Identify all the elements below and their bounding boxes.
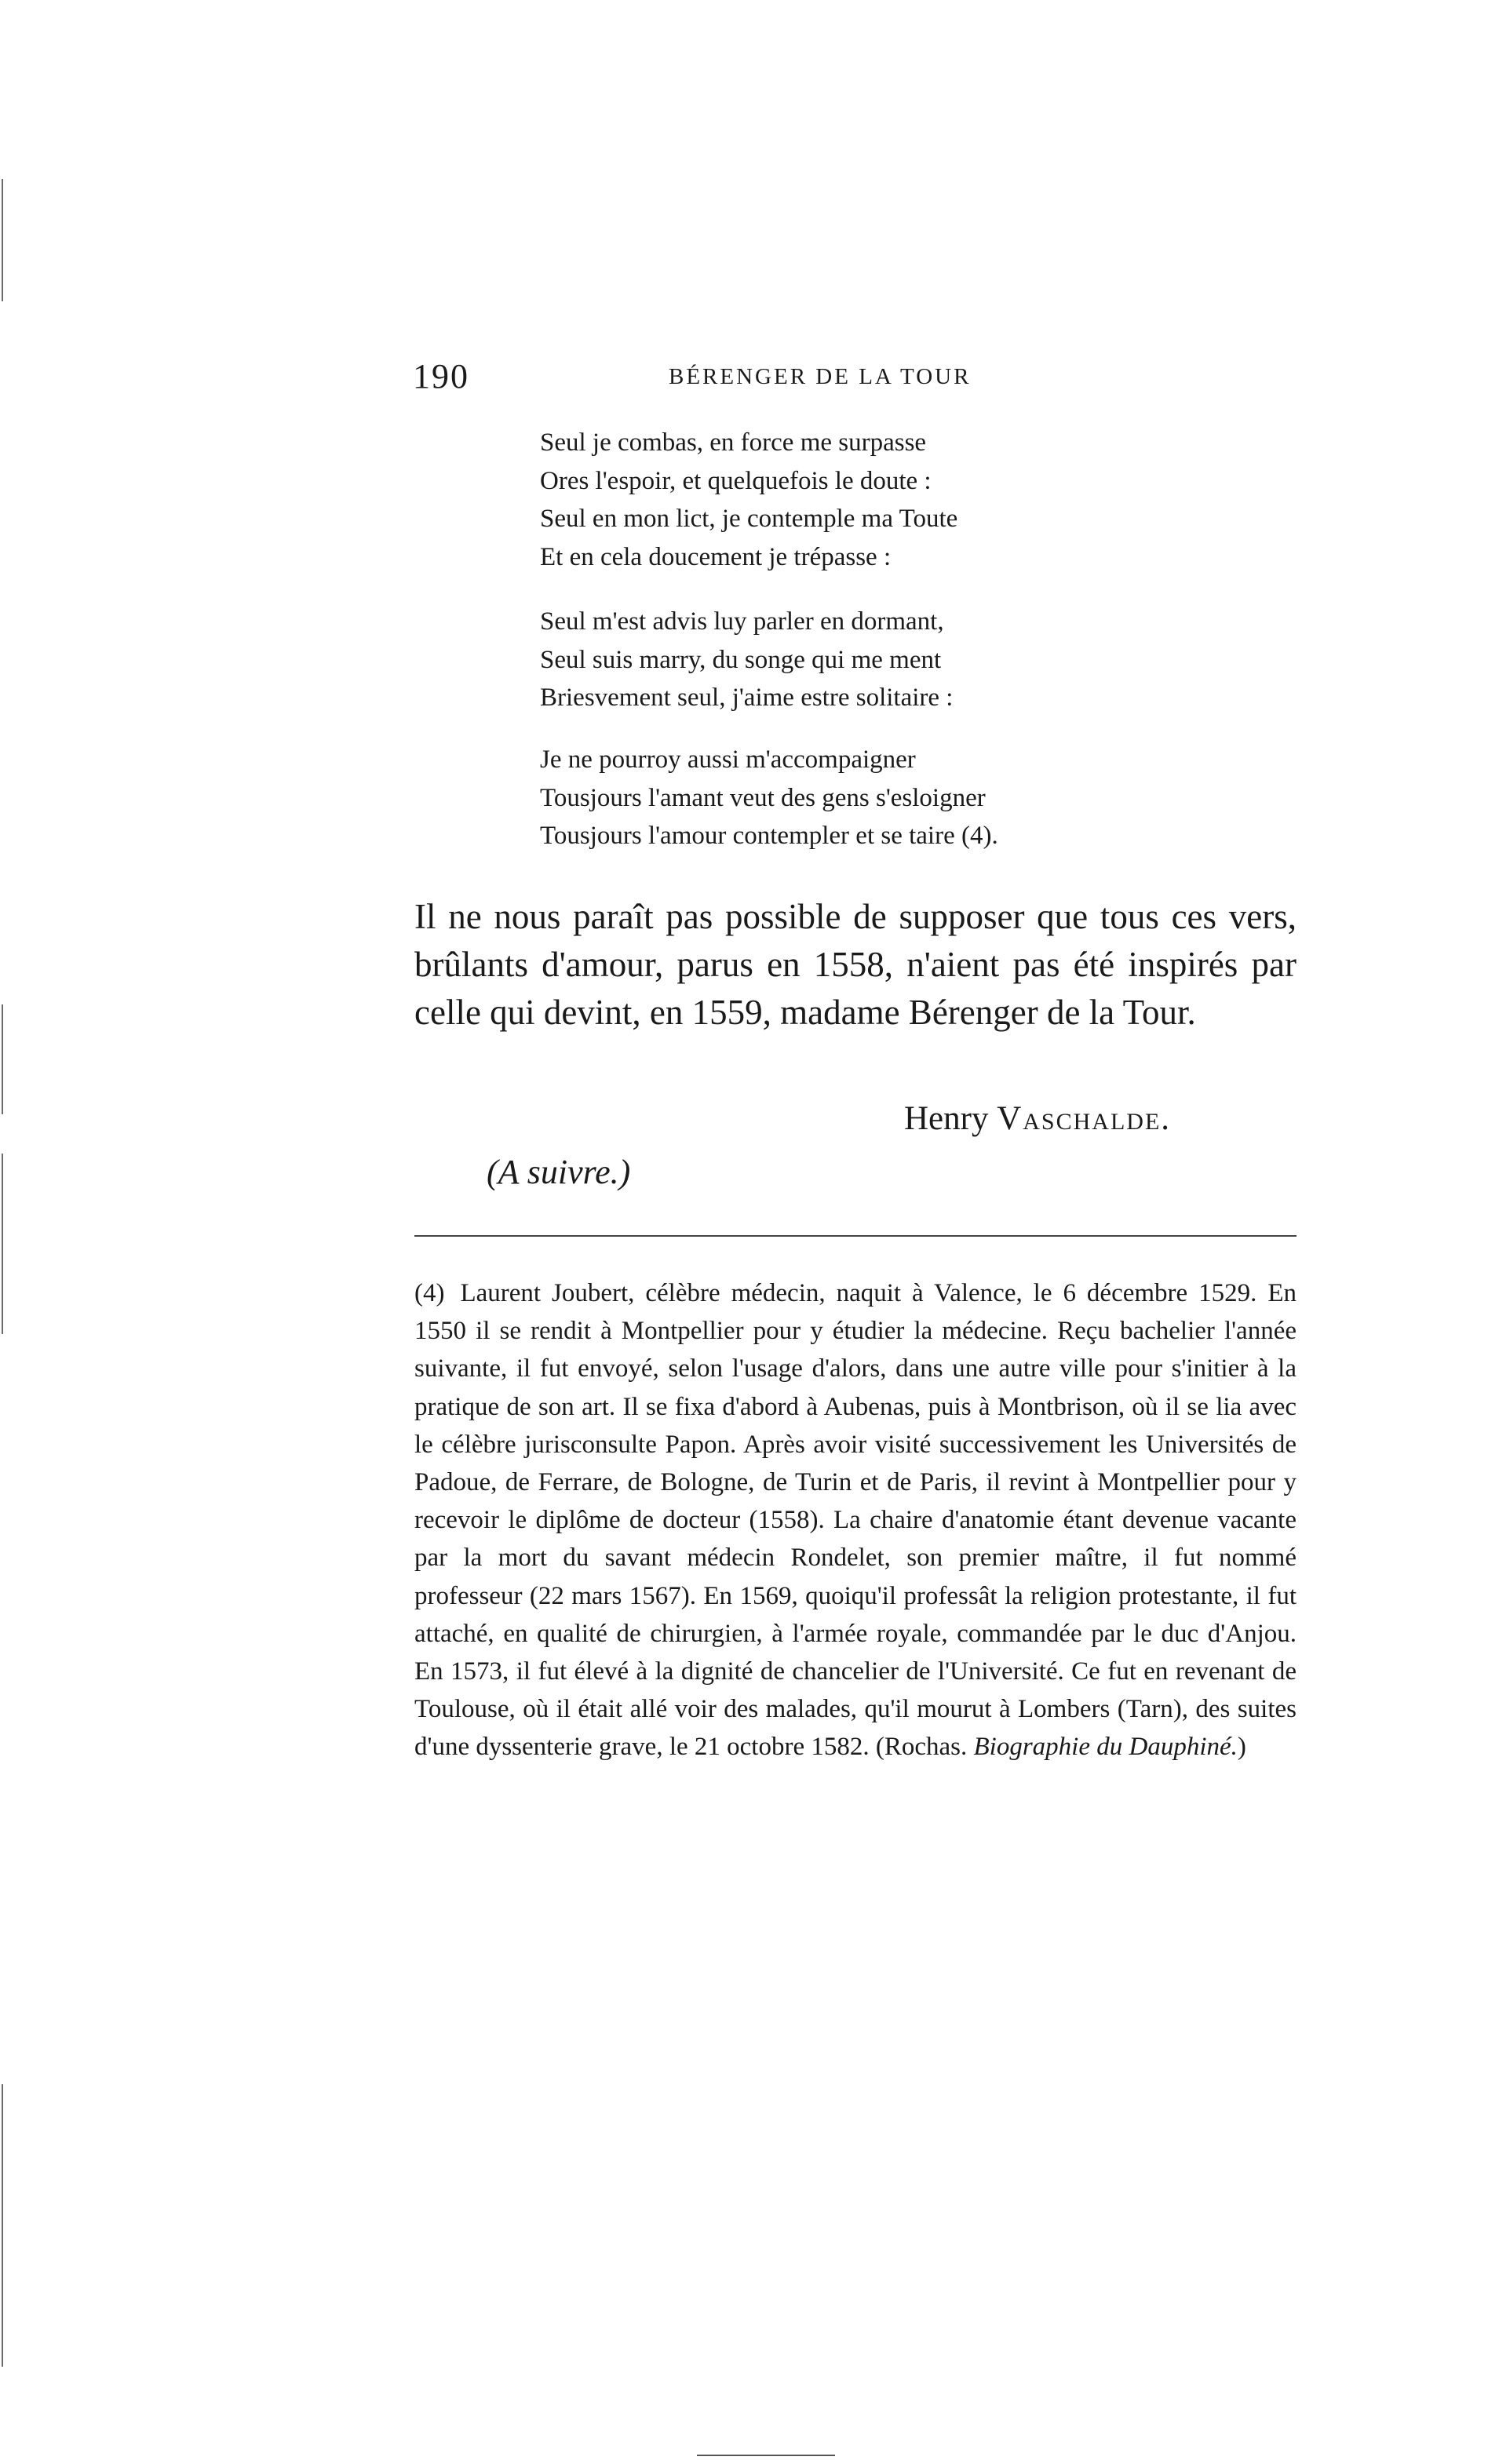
footnote-marker: (4) bbox=[414, 1279, 445, 1307]
to-be-continued: (A suivre.) bbox=[487, 1153, 631, 1191]
footnote-source-title: Biographie du Dauphiné. bbox=[973, 1733, 1238, 1762]
bottom-rule bbox=[697, 2455, 835, 2456]
poem-stanza-3 bbox=[540, 741, 1136, 855]
scan-edge-mark bbox=[2, 1154, 3, 1334]
poem-stanza-1 bbox=[540, 424, 1136, 576]
scan-edge-mark bbox=[2, 179, 3, 301]
poem-line: Tousjours l'amour contempler et se taire (4). bbox=[540, 822, 998, 850]
author-signature bbox=[904, 1102, 1171, 1135]
poem-line: Seul en mon lict, je contemple ma Toute bbox=[540, 505, 958, 533]
poem-line: Ores l'espoir, et quelquefois le doute : bbox=[540, 466, 932, 495]
page-number: 190 bbox=[413, 357, 469, 395]
footnote-separator bbox=[414, 1235, 1297, 1237]
poem-line: Et en cela doucement je trépasse : bbox=[540, 542, 892, 571]
poem-line: Seul je combas, en force me surpasse bbox=[540, 428, 927, 457]
poem-line: Je ne pourroy aussi m'accompaigner bbox=[540, 745, 916, 774]
poem-line: Briesvement seul, j'aime estre solitaire : bbox=[540, 683, 954, 712]
footnote-text: Laurent Joubert, célèbre médecin, naquit à Valence, le 6 décembre 1529. En 1550 il se rendit à Montpellier pour y étudier la médecine. Reçu bachelier l'année suivante, il fut envoyé, selon l'usage d'alors, dans une autre ville pour s'initier à la pratique de son art. Il se fixa d'abord à Aubenas, puis à Montbrison, où il se lia avec le célèbre jurisconsulte Papon. Après avoir visité successivement les Universités de Padoue, de Ferrare, de Bologne, de Turin et de Paris, il revint à Montpellier pour y recevoir le diplôme de docteur (1558). La chaire d'anatomie étant devenue vacante par la mort du savant médecin Rondelet, son premier maître, il fut nommé professeur (22 mars 1567). En 1569, quoiqu'il professât la religion protestante, il fut attaché, en qualité de chirurgien, à l'armée royale, commandée par le duc d'Anjou. En 1573, il fut élevé à la dignité de chancelier de l'Université. Ce fut en revenant de Toulouse, où il était allé voir des malades, qu'il mourut à Lombers (Tarn), des suites d'une dyssenterie grave, le 21 octobre 1582. bbox=[414, 1279, 1297, 1762]
scan-edge-mark bbox=[2, 2084, 3, 2367]
poem-line: Seul suis marry, du songe qui me ment bbox=[540, 645, 942, 674]
scan-edge-mark bbox=[2, 1004, 3, 1114]
body-paragraph: Il ne nous paraît pas possible de supposer que tous ces vers, brûlants d'amour, parus en 1558, n'aient pas été inspirés par celle qui devint, en 1559, madame Bérenger de la Tour. bbox=[414, 897, 1297, 1032]
footnote bbox=[414, 1274, 1297, 1766]
footnote-source-suffix: ) bbox=[1237, 1733, 1246, 1762]
running-title: BÉRENGER DE LA TOUR bbox=[669, 364, 972, 389]
author-first-name: Henry bbox=[904, 1100, 989, 1137]
poem-stanza-2 bbox=[540, 603, 1136, 717]
footnote-source-prefix: (Rochas. bbox=[875, 1733, 968, 1762]
poem-line: Tousjours l'amant veut des gens s'esloigner bbox=[540, 783, 986, 812]
author-last-name: Vaschalde. bbox=[997, 1100, 1172, 1137]
poem-line: Seul m'est advis luy parler en dormant, bbox=[540, 607, 944, 636]
